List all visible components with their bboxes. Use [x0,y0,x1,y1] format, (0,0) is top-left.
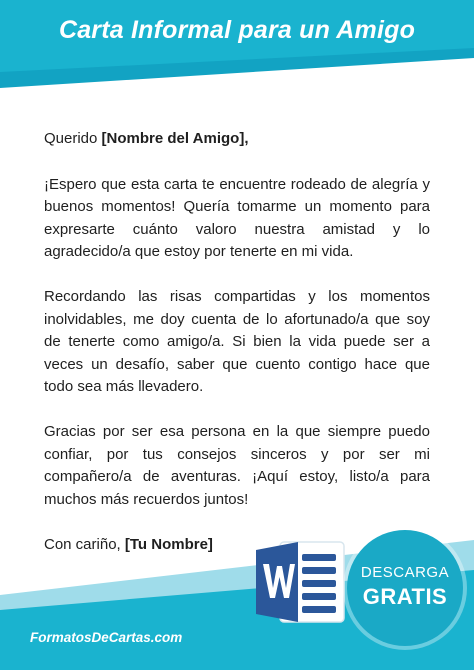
download-badge[interactable] [347,530,463,646]
brand-link[interactable]: FormatosDeCartas.com [30,630,183,645]
header-shape [0,0,474,90]
greeting [44,128,430,151]
greeting-prefix: Querido [44,130,102,147]
paragraph-1: ¡Espero que esta carta te encuentre rodeado de alegría y buenos momentos! Quería tomarme un momento para expresarte cuánto valoro nuestra amistad y lo agradecido/a que estoy por tenerte en mi vida. [44,175,430,260]
download-line2: GRATIS [362,584,448,609]
page-title: Carta Informal para un Amigo [58,16,416,44]
closing-name: [Tu Nombre] [124,535,213,553]
closing-prefix: Con cariño, [44,535,125,553]
paragraph-2: Recordando las risas compartidas y los momentos inolvidables, me doy cuenta de lo afortunado/a que soy de tenerte como amigo/a. Si bien la vida puede ser a veces un desafío, saber que cuento contigo hace que todo sea más llevadero. [44,288,430,395]
word-icon [254,540,346,624]
greeting-name: [Nombre del Amigo], [101,130,249,147]
paragraph-3: Gracias por ser esa persona en la que siempre puedo confiar, por tus consejos sinceros y por ser mi compañero/a de aventuras. ¡Aquí estoy, listo/a para muchos más recuerdos juntos! [44,423,430,508]
header-banner [0,0,474,90]
download-line1: DESCARGA [360,564,450,581]
